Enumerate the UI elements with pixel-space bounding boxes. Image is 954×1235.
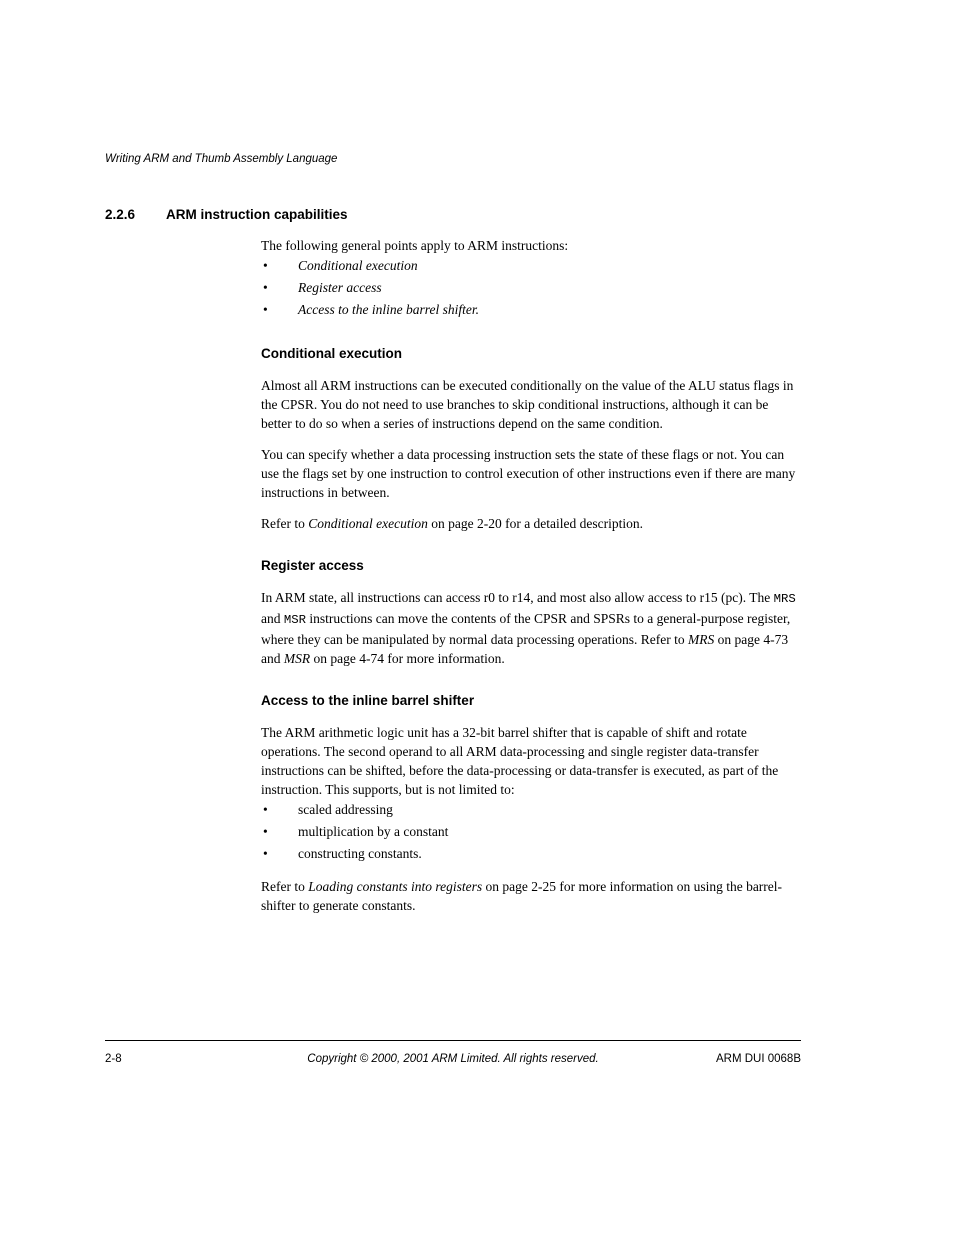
list-item-label: multiplication by a constant [298, 824, 449, 839]
list-item [261, 843, 801, 865]
overview-bullet-list [261, 255, 801, 321]
list-item [261, 255, 801, 277]
bullet-icon: • [263, 824, 268, 839]
list-item-label: Access to the inline barrel shifter. [298, 302, 479, 317]
list-item [261, 277, 801, 299]
page-body [261, 236, 801, 927]
list-item-label: constructing constants. [298, 846, 422, 861]
paragraph-text: In ARM state, all instructions can access r0 to r14, and most also allow access to r15 (pc). The [261, 590, 774, 605]
cross-reference: MRS [687, 632, 715, 647]
paragraph [261, 514, 801, 533]
instruction-mnemonic: MSR [283, 613, 307, 627]
list-item [261, 799, 801, 821]
paragraph-text: on page 4-74 for more information. [310, 651, 505, 666]
subsection-heading-barrel-shifter: Access to the inline barrel shifter [261, 693, 475, 708]
paragraph-text: and [261, 611, 284, 626]
intro-paragraph: The following general points apply to ARM instructions: [261, 238, 569, 253]
paragraph [261, 588, 801, 668]
footer-copyright: Copyright © 2000, 2001 ARM Limited. All rights reserved. [307, 1053, 599, 1065]
paragraph: The ARM arithmetic logic unit has a 32-bit barrel shifter that is capable of shift and rotate operations. The second operand to all ARM data-processing and single register data-transfer instructions can be shifted, before the data-processing or data-transfer is executed, as part of the instruction. This supports, but is not limited to: [261, 725, 779, 797]
cross-reference: MSR [283, 651, 311, 666]
subsection-heading-register-access: Register access [261, 558, 364, 573]
bullet-icon: • [263, 302, 268, 317]
section-heading [105, 206, 348, 223]
footer-doc-id: ARM DUI 0068B [715, 1053, 801, 1065]
paragraph-text: instructions can move the contents of the CPSR and SPSRs to a general-purpose register, where they can be manipulated by normal data processing operations. Refer to [261, 611, 791, 647]
paragraph: Almost all ARM instructions can be executed conditionally on the value of the ALU status flags in the CPSR. You do not need to use branches to skip conditional instructions, although it can be better to do so when a series of instructions depend on the same condition. [261, 378, 794, 431]
subsection-heading-conditional-execution: Conditional execution [261, 346, 403, 361]
cross-reference: Loading constants into registers [308, 879, 483, 894]
section-number: 2.2.6 [105, 207, 136, 222]
bullet-icon: • [263, 258, 268, 273]
instruction-mnemonic: MRS [773, 592, 796, 606]
cross-reference: Conditional execution [308, 516, 428, 531]
bullet-icon: • [263, 802, 268, 817]
list-item-label: Register access [298, 280, 382, 295]
paragraph [261, 877, 801, 915]
list-item-label: scaled addressing [298, 802, 393, 817]
paragraph-text: Refer to [261, 879, 309, 894]
paragraph-text: on page 4-73 and [261, 632, 789, 666]
list-item [261, 821, 801, 843]
footer-rule [105, 1040, 801, 1041]
list-item-label: Conditional execution [298, 258, 418, 273]
section-title: ARM instruction capabilities [166, 207, 348, 222]
barrel-shifter-bullet-list [261, 799, 801, 865]
paragraph: You can specify whether a data processing instruction sets the state of these flags or not. You can use the flags set by one instruction to control execution of other instructions even if there are many instructions in between. [261, 447, 796, 500]
paragraph-text: on page 2-25 for more information on using the barrel-shifter to generate constants. [261, 879, 783, 913]
list-item [261, 299, 801, 321]
footer-page-number: 2-8 [105, 1053, 122, 1065]
bullet-icon: • [263, 846, 268, 861]
bullet-icon: • [263, 280, 268, 295]
page-footer [105, 1052, 801, 1068]
paragraph-text: on page 2-20 for a detailed description. [427, 516, 644, 531]
running-header: Writing ARM and Thumb Assembly Language [105, 153, 338, 165]
paragraph-text: Refer to [261, 516, 309, 531]
